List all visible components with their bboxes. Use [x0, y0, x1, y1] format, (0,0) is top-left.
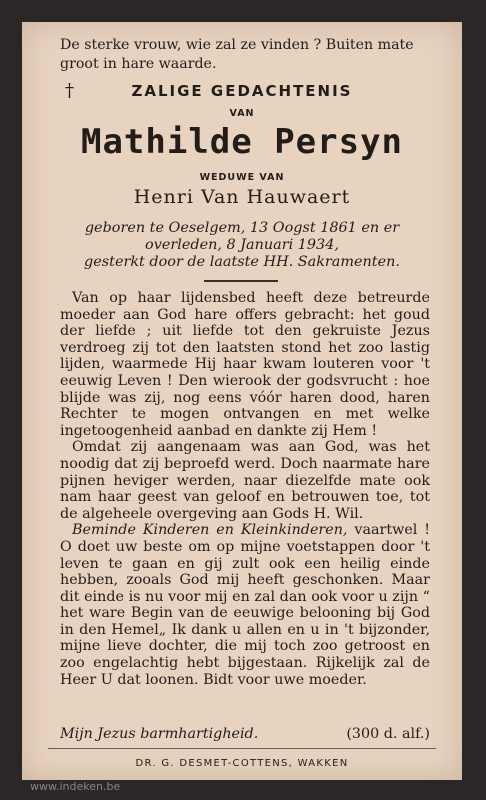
van-label: VAN — [229, 108, 255, 119]
paragraph-3-lead: Beminde Kinderen en Kleinkinderen, — [72, 522, 348, 539]
divider — [204, 280, 278, 282]
motto-text: De sterke vrouw, wie zal ze vinden ? Buiten mate groot in hare waarde. — [60, 37, 414, 72]
husband-name: Henri Van Hauwaert — [133, 186, 351, 208]
paragraph-2: Omdat zij aangenaam was aan God, was het noodig dat zij beproefd werd. Doch naarmate hare pijnen heviger werden, naar diezelfde mate ook nam haar geest van geloof en betrouwen toe, tot de algeheele overgeving aan Gods H. Wil. — [60, 439, 430, 522]
sacraments-line: gesterkt door de laatste HH. Sakramenten. — [84, 254, 400, 270]
widow-label: WEDUWE VAN — [199, 172, 285, 183]
footer-rule — [48, 748, 436, 749]
cross-icon: † — [65, 80, 74, 101]
paragraph-1: Van op haar lijdensbed heeft deze betreurde moeder aan God hare offers gebracht: het goud der liefde ; uit liefde tot den gekruiste Jezus verdroeg zij tot den laatsten stond het zoo lastig lijden, waarmede Hij haar kwam louteren voor 't eeuwig Leven ! Den wierook der godsvrucht : hoe blijde was zij, nog eens vóór haren dood, haren Rechter te mogen ontvangen en met welke ingetoogenheid aanbad en dankte zij Hem ! — [60, 290, 430, 439]
card-paper — [22, 22, 462, 780]
memorial-text — [60, 290, 430, 688]
watermark: www.indeken.be — [30, 780, 121, 793]
heading: ZALIGE GEDACHTENIS — [131, 82, 353, 100]
deceased-name: Mathilde Persyn — [80, 122, 404, 162]
prayer-row — [60, 726, 430, 742]
printer-credit: DR. G. DESMET-COTTENS, WAKKEN — [135, 758, 349, 769]
indulgence-text: (300 d. alf.) — [346, 726, 430, 742]
death-line: overleden, 8 Januari 1934, — [145, 237, 339, 253]
birth-line: geboren te Oeselgem, 13 Oogst 1861 en er — [84, 220, 400, 236]
paragraph-3: Beminde Kinderen en Kleinkinderen, vaartwel ! O doet uw beste om op mijne voetstappen door 't leven te gaan en gij zult ook een heilig einde hebben, zooals God mij heeft geschonken. Maar dit einde is nu voor mij en zal dan ook voor u zijn “ het ware Begin van de eeuwige belooning bij God in den Hemel„ Ik dank u allen en u in 't bijzonder, mijne lieve dochter, die mij toch zoo getroost en zoo engelachtig hebt bijgestaan. Rijkelijk zal de Heer U dat loonen. Bidt voor uwe moeder. — [60, 522, 430, 688]
prayer-text: Mijn Jezus barmhartigheid. — [60, 726, 259, 742]
